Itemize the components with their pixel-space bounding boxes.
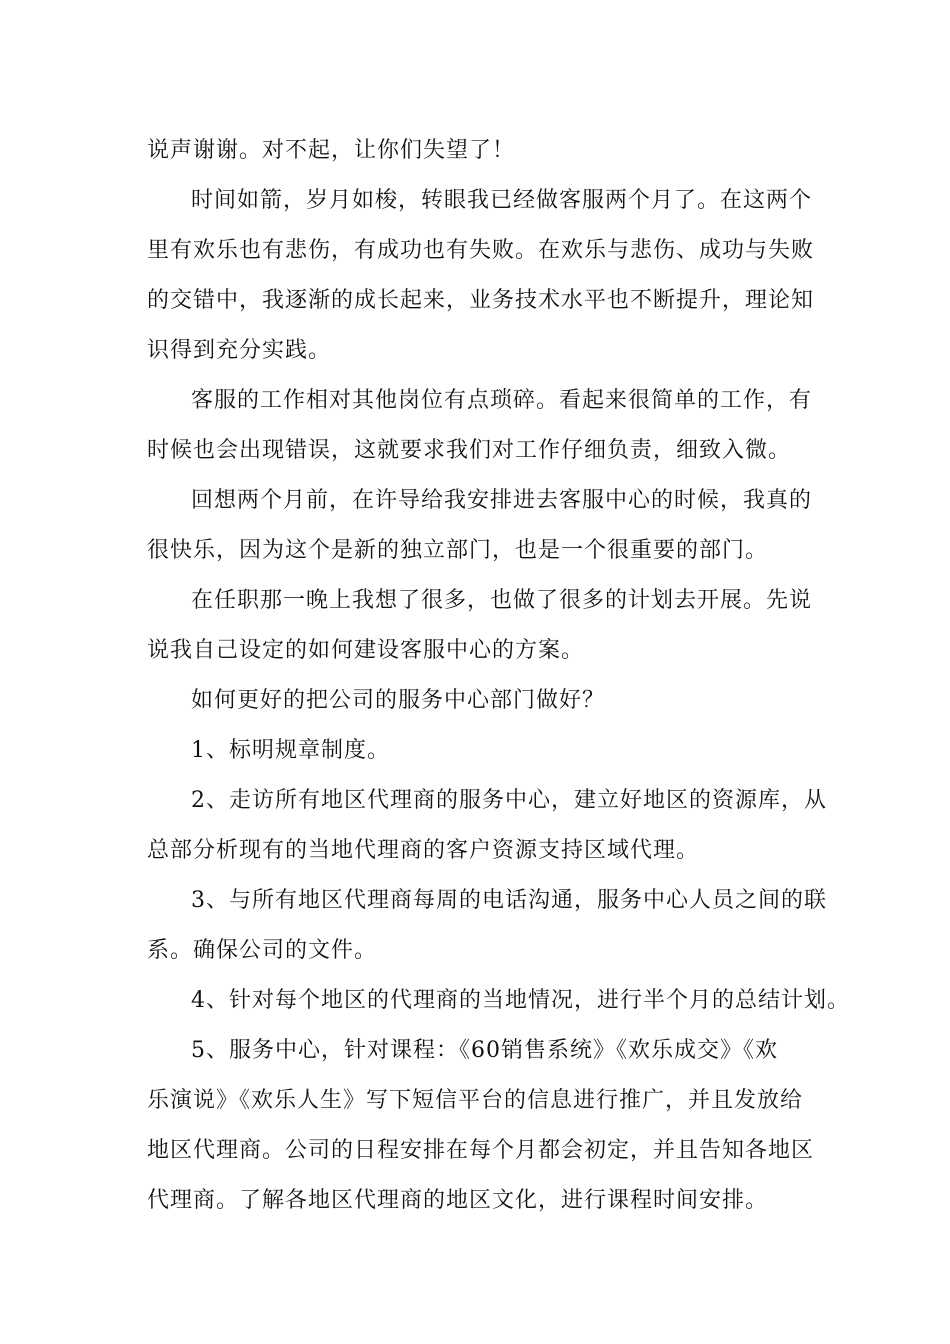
text-line: 乐演说》《欢乐人生》写下短信平台的信息进行推广，并且发放给	[147, 1088, 804, 1113]
text-line: 3、与所有地区代理商每周的电话沟通，服务中心人员之间的联	[191, 888, 827, 913]
text-line: 说我自己设定的如何建设客服中心的方案。	[147, 638, 585, 663]
text-line: 4、针对每个地区的代理商的当地情况，进行半个月的总结计划。	[191, 988, 850, 1013]
text-line: 时候也会出现错误，这就要求我们对工作仔细负责，细致入微。	[147, 438, 792, 463]
text-line: 里有欢乐也有悲伤，有成功也有失败。在欢乐与悲伤、成功与失败	[147, 238, 815, 263]
text-line: 的交错中，我逐渐的成长起来，业务技术水平也不断提升，理论知	[147, 288, 815, 313]
text-line: 总部分析现有的当地代理商的客户资源支持区域代理。	[147, 838, 700, 863]
text-line: 1、标明规章制度。	[191, 738, 390, 763]
text-line: 识得到充分实践。	[147, 338, 332, 363]
text-line: 回想两个月前，在许导给我安排进去客服中心的时候，我真的	[191, 488, 813, 513]
text-line: 5、服务中心，针对课程：《60销售系统》《欢乐成交》《欢	[191, 1038, 778, 1063]
text-line: 客服的工作相对其他岗位有点琐碎。看起来很简单的工作，有	[191, 388, 813, 413]
text-line: 代理商。了解各地区代理商的地区文化，进行课程时间安排。	[147, 1188, 769, 1213]
text-line: 如何更好的把公司的服务中心部门做好？	[191, 688, 606, 713]
document-body	[147, 126, 850, 1226]
text-line: 2、走访所有地区代理商的服务中心，建立好地区的资源库，从	[191, 788, 827, 813]
text-line: 地区代理商。公司的日程安排在每个月都会初定，并且告知各地区	[147, 1138, 815, 1163]
text-line: 很快乐，因为这个是新的独立部门，也是一个很重要的部门。	[147, 538, 769, 563]
text-line: 说声谢谢。对不起，让你们失望了！	[147, 138, 516, 163]
text-line: 系。确保公司的文件。	[147, 938, 378, 963]
text-line: 在任职那一晚上我想了很多，也做了很多的计划去开展。先说	[191, 588, 813, 613]
text-line: 时间如箭，岁月如梭，转眼我已经做客服两个月了。在这两个	[191, 188, 813, 213]
